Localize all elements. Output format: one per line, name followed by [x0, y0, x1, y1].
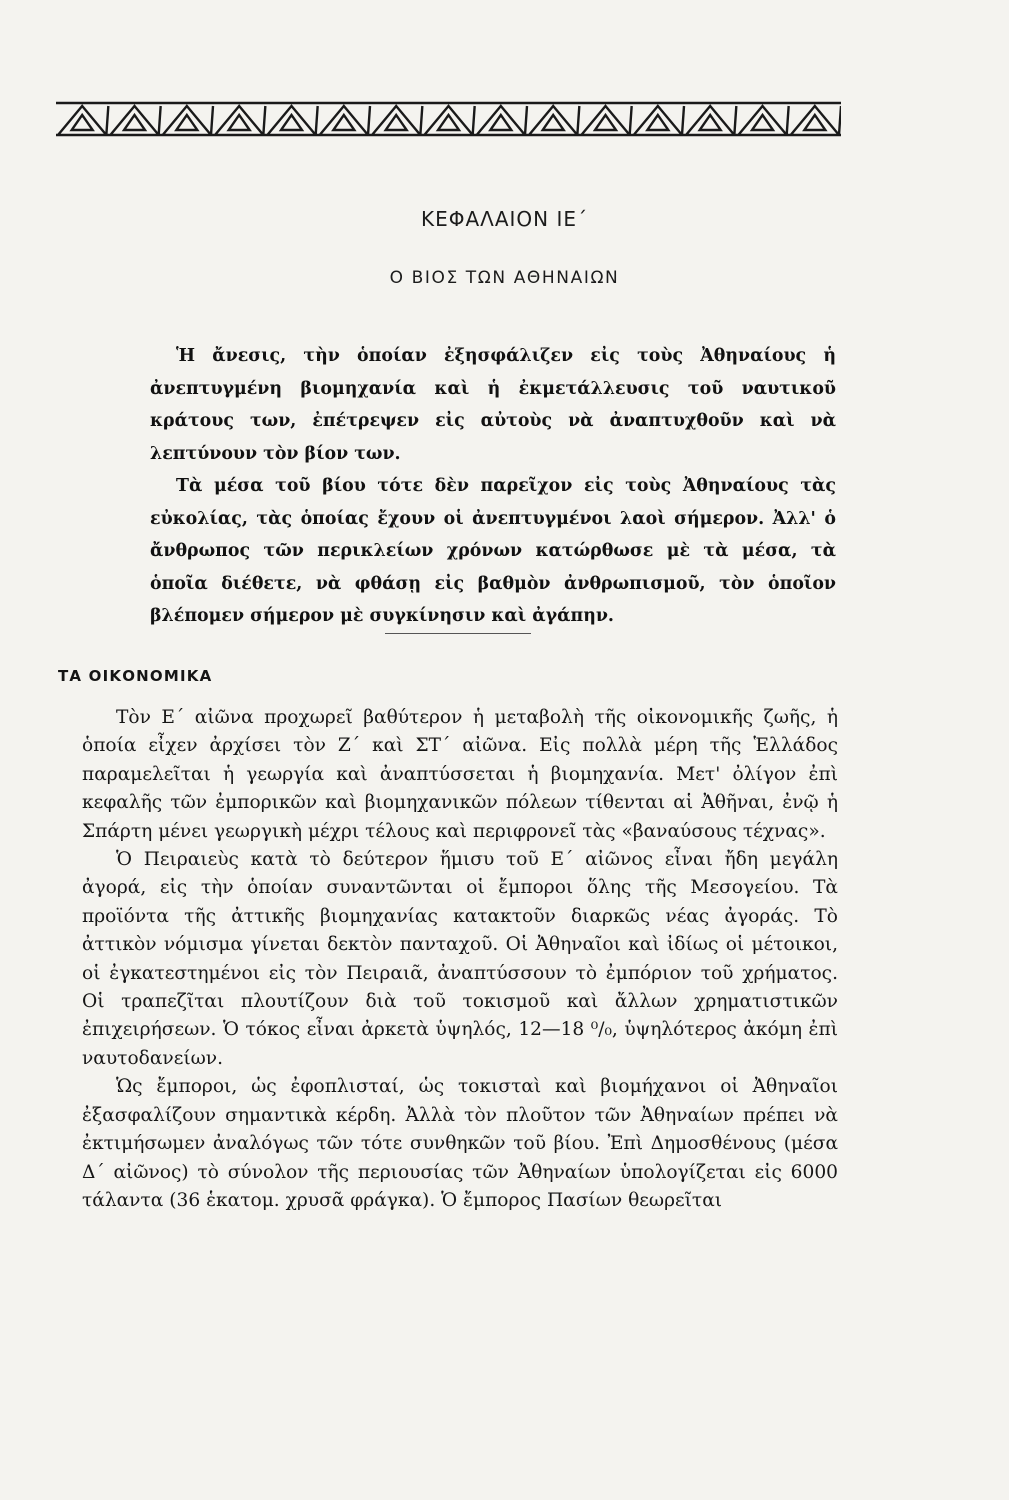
greek-key-ornament [56, 100, 841, 138]
chapter-subtitle: Ο ΒΙΟΣ ΤΩΝ ΑΘΗΝΑΙΩΝ [389, 268, 620, 288]
body-paragraph: Ὁ Πειραιεὺς κατὰ τὸ δεύτερον ἥμισυ τοῦ Ε΄ αἰῶνος εἶναι ἤδη μεγάλη ἀγορά, εἰς τὴν ὁποίαν συναντῶνται οἱ ἔμποροι ὅλης τῆς Μεσογείου. Τὰ προϊόντα τῆς ἀττικῆς βιομηχανίας κατακτοῦν διαρκῶς νέας ἀγοράς. Τὸ ἀττικὸν νόμισμα γίνεται δεκτὸν πανταχοῦ. Οἱ Ἀθηναῖοι καὶ ἰδίως οἱ μέτοικοι, οἱ ἐγκατεστημένοι εἰς τὸν Πειραιᾶ, ἀναπτύσσουν τὸ ἐμπόριον τοῦ χρήματος. Οἱ τραπεζῖται πλουτίζουν διὰ τοῦ τοκισμοῦ καὶ ἄλλων χρηματιστικῶν ἐπιχειρήσεων. Ὁ τόκος εἶναι ἀρκετὰ ὑψηλός, 12—18 ⁰/₀, ὑψηλότερος ἀκόμη ἐπὶ ναυτοδανείων. [82, 849, 838, 1069]
section-heading: ΤΑ ΟΙΚΟΝΟΜΙΚΑ [58, 667, 213, 685]
section-divider [385, 633, 531, 634]
chapter-title: ΚΕΦΑΛΑΙΟΝ ΙΕ΄ [420, 207, 589, 231]
section-body [82, 704, 838, 1215]
body-paragraph: Ὡς ἔμποροι, ὡς ἐφοπλισταί, ὡς τοκισταὶ καὶ βιομήχανοι οἱ Ἀθηναῖοι ἐξασφαλίζουν σημαντικὰ κέρδη. Ἀλλὰ τὸν πλοῦτον τῶν Ἀθηναίων πρέπει νὰ ἐκτιμήσωμεν ἀναλόγως τῶν τότε συνθηκῶν τοῦ βίου. Ἐπὶ Δημοσθένους (μέσα Δ΄ αἰῶνος) τὸ σύνολον τῆς περιουσίας τῶν Ἀθηναίων ὑπολογίζεται εἰς 6000 τάλαντα (36 ἑκατομ. χρυσᾶ φράγκα). Ὁ ἔμπορος Πασίων θεωρεῖται [82, 1076, 838, 1211]
abstract-paragraph: Τὰ μέσα τοῦ βίου τότε δὲν παρεῖχον εἰς τοὺς Ἀθηναίους τὰς εὐκολίας, τὰς ὁποίας ἔχουν οἱ ἀνεπτυγμένοι λαοὶ σήμερον. Ἀλλ' ὁ ἄνθρωπος τῶν περικλείων χρόνων κατώρθωσε μὲ τὰ μέσα, τὰ ὁποῖα διέθετε, νὰ φθάσῃ εἰς βαθμὸν ἀνθρωπισμοῦ, τὸν ὁποῖον βλέπομεν σήμερον μὲ συγκίνησιν καὶ ἀγάπην. [150, 476, 836, 626]
chapter-abstract [150, 340, 836, 633]
body-paragraph: Τὸν Ε΄ αἰῶνα προχωρεῖ βαθύτερον ἡ μεταβολὴ τῆς οἰκονομικῆς ζωῆς, ἡ ὁποία εἶχεν ἀρχίσει τὸν Ζ΄ καὶ ΣΤ΄ αἰῶνα. Εἰς πολλὰ μέρη τῆς Ἑλλάδος παραμελεῖται ἡ γεωργία καὶ ἀναπτύσσεται ἡ βιομηχανία. Μετ' ὀλίγον ἐπὶ κεφαλῆς τῶν ἐμπορικῶν καὶ βιομηχανικῶν πόλεων τίθενται αἱ Ἀθῆναι, ἐνῷ ἡ Σπάρτη μένει γεωργικὴ μέχρι τέλους καὶ περιφρονεῖ τὰς «βαναύσους τέχνας». [82, 707, 838, 842]
abstract-paragraph: Ἡ ἄνεσις, τὴν ὁποίαν ἐξησφάλιζεν εἰς τοὺς Ἀθηναίους ἡ ἀνεπτυγμένη βιομηχανία καὶ ἡ ἐκμετάλλευσις τοῦ ναυτικοῦ κράτους των, ἐπέτρεψεν εἰς αὐτοὺς νὰ ἀναπτυχθοῦν καὶ νὰ λεπτύνουν τὸν βίον των. [150, 346, 836, 464]
